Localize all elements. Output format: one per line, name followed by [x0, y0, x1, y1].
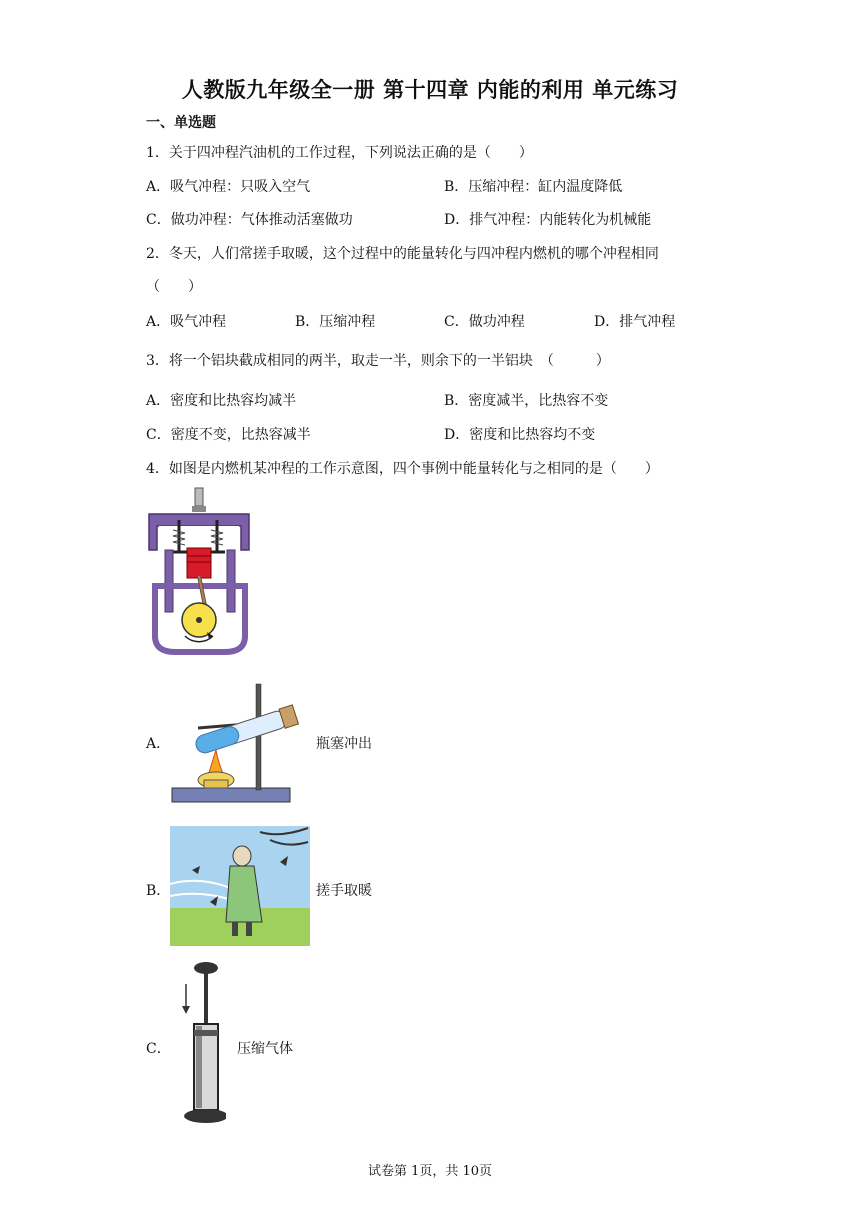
- page-footer: 试卷第 1页，共 10页: [367, 1164, 493, 1179]
- question-2-option-b[interactable]: B．压缩冲程: [295, 314, 376, 330]
- question-4-option-a-caption: 瓶塞冲出: [316, 736, 372, 752]
- question-4-option-c-letter[interactable]: C．: [146, 1041, 171, 1057]
- question-4-stem: 4．如图是内燃机某冲程的工作示意图，四个事例中能量转化与之相同的是（ ）: [146, 461, 659, 477]
- page-title: 人教版九年级全一册 第十四章 内能的利用 单元练习: [181, 78, 679, 102]
- question-4-option-a-letter[interactable]: A．: [146, 736, 171, 752]
- question-2-stem-bracket: （ ）: [146, 279, 202, 295]
- question-2-stem: 2．冬天，人们常搓手取暖，这个过程中的能量转化与四冲程内燃机的哪个冲程相同: [146, 246, 659, 262]
- air-compression-image: [176, 960, 226, 1126]
- question-1-option-a[interactable]: A．吸气冲程：只吸入空气: [146, 179, 311, 195]
- question-1-option-c[interactable]: C．做功冲程：气体推动活塞做功: [146, 212, 353, 228]
- rubbing-hands-image: [170, 826, 310, 946]
- question-4-option-b-letter[interactable]: B．: [146, 883, 171, 899]
- question-3-option-a[interactable]: A．密度和比热容均减半: [146, 393, 297, 409]
- question-3-option-d[interactable]: D．密度和比热容均不变: [444, 427, 596, 443]
- section-heading: 一、单选题: [146, 115, 216, 131]
- question-1-stem: 1．关于四冲程汽油机的工作过程，下列说法正确的是（ ）: [146, 145, 533, 161]
- question-2-option-a[interactable]: A．吸气冲程: [146, 314, 227, 330]
- question-1-option-d[interactable]: D．排气冲程：内能转化为机械能: [444, 212, 652, 228]
- question-2-option-c[interactable]: C．做功冲程: [444, 314, 525, 330]
- engine-stroke-diagram: [145, 486, 255, 658]
- question-3-stem: 3．将一个铝块截成相同的两半，取走一半，则余下的一半铝块 （ ）: [146, 353, 610, 369]
- question-1-option-b[interactable]: B．压缩冲程：缸内温度降低: [444, 179, 623, 195]
- question-2-option-d[interactable]: D．排气冲程: [594, 314, 676, 330]
- question-3-option-c[interactable]: C．密度不变，比热容减半: [146, 427, 311, 443]
- question-4-option-c-caption: 压缩气体: [237, 1041, 293, 1057]
- test-tube-stand-image: [168, 680, 310, 806]
- question-3-option-b[interactable]: B．密度减半，比热容不变: [444, 393, 609, 409]
- question-4-option-b-caption: 搓手取暖: [316, 883, 372, 899]
